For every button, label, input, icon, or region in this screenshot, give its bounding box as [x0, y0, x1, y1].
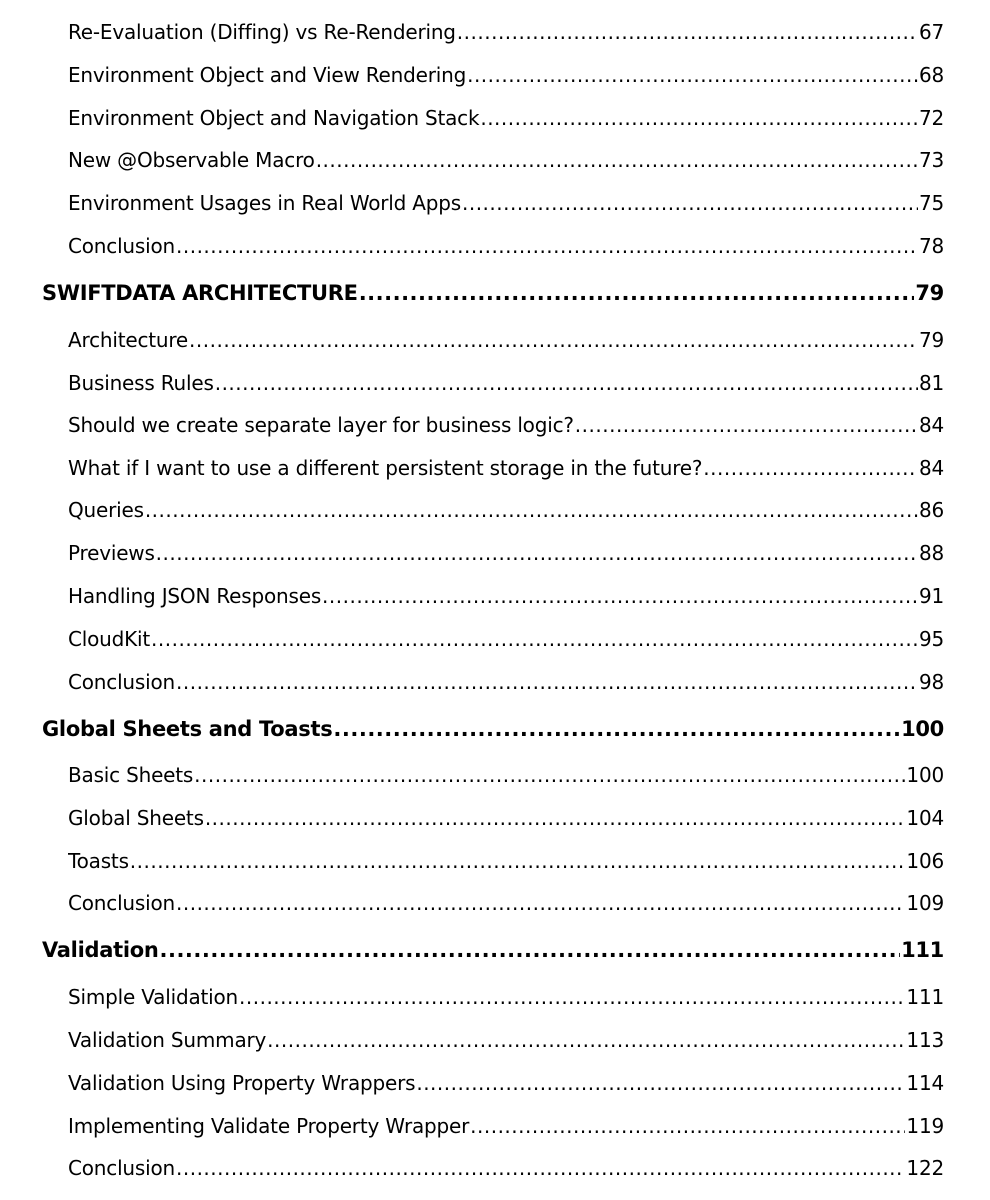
toc-section-entry[interactable]: [68, 891, 944, 915]
toc-page-number: 119: [906, 1114, 944, 1138]
toc-dot-leader: [359, 281, 915, 305]
toc-section-entry[interactable]: [68, 806, 944, 830]
toc-entry-title: Conclusion: [68, 234, 175, 258]
toc-dot-leader: [316, 148, 918, 172]
toc-section-entry[interactable]: [68, 849, 944, 873]
toc-entry-title: Environment Usages in Real World Apps: [68, 191, 461, 215]
toc-entry-title: Validation: [42, 938, 159, 962]
toc-section-entry[interactable]: [68, 1071, 944, 1095]
toc-dot-leader: [176, 891, 905, 915]
toc-page-number: 72: [918, 106, 944, 130]
toc-entry-title: Conclusion: [68, 1156, 175, 1180]
toc-page-number: 78: [918, 234, 944, 258]
toc-dot-leader: [267, 1028, 905, 1052]
toc-dot-leader: [156, 541, 918, 565]
toc-dot-leader: [462, 191, 918, 215]
toc-page-number: 113: [906, 1028, 944, 1052]
toc-entry-title: Environment Object and View Rendering: [68, 63, 467, 87]
toc-dot-leader: [130, 849, 906, 873]
toc-section-entry[interactable]: [68, 63, 944, 87]
toc-entry-title: Implementing Validate Property Wrapper: [68, 1114, 470, 1138]
toc-page-number: 67: [918, 20, 944, 44]
toc-dot-leader: [480, 106, 918, 130]
toc-section-entry[interactable]: [68, 1114, 944, 1138]
toc-section-entry[interactable]: [68, 371, 944, 395]
toc-page-number: 100: [901, 717, 944, 741]
toc-section-entry[interactable]: [68, 498, 944, 522]
toc-dot-leader: [151, 627, 918, 651]
toc-entry-title: Business Rules: [68, 371, 214, 395]
toc-dot-leader: [145, 498, 918, 522]
toc-section-entry[interactable]: [68, 191, 944, 215]
toc-dot-leader: [160, 938, 901, 962]
toc-section-entry[interactable]: [68, 413, 944, 437]
toc-dot-leader: [416, 1071, 905, 1095]
toc-dot-leader: [176, 670, 918, 694]
toc-dot-leader: [176, 1156, 905, 1180]
toc-dot-leader: [205, 806, 906, 830]
toc-chapter-entry[interactable]: [42, 717, 944, 741]
toc-dot-leader: [467, 63, 918, 87]
toc-dot-leader: [322, 584, 918, 608]
toc-entry-title: SWIFTDATA ARCHITECTURE: [42, 281, 358, 305]
toc-entry-title: Toasts: [68, 849, 129, 873]
toc-section-entry[interactable]: [68, 541, 944, 565]
toc-page-number: 111: [906, 985, 944, 1009]
toc-dot-leader: [215, 371, 918, 395]
toc-section-entry[interactable]: [68, 106, 944, 130]
toc-entry-title: Simple Validation: [68, 985, 239, 1009]
toc-page-number: 98: [918, 670, 944, 694]
toc-dot-leader: [239, 985, 905, 1009]
toc-section-entry[interactable]: [68, 1028, 944, 1052]
toc-page-number: 91: [918, 584, 944, 608]
toc-section-entry[interactable]: [68, 456, 944, 480]
toc-entry-title: Queries: [68, 498, 144, 522]
toc-chapter-entry[interactable]: [42, 281, 944, 305]
toc-dot-leader: [333, 717, 900, 741]
toc-entry-title: Global Sheets: [68, 806, 204, 830]
toc-entry-title: Conclusion: [68, 891, 175, 915]
toc-page-number: 100: [906, 763, 944, 787]
toc-entry-title: Handling JSON Responses: [68, 584, 322, 608]
toc-entry-title: Should we create separate layer for business logic?: [68, 413, 574, 437]
toc-page-number: 73: [918, 148, 944, 172]
toc-section-entry[interactable]: [68, 763, 944, 787]
toc-entry-title: Global Sheets and Toasts: [42, 717, 333, 741]
toc-entry-title: Environment Object and Navigation Stack: [68, 106, 480, 130]
toc-section-entry[interactable]: [68, 670, 944, 694]
toc-dot-leader: [575, 413, 918, 437]
toc-section-entry[interactable]: [68, 328, 944, 352]
toc-page-number: 109: [906, 891, 944, 915]
toc-section-entry[interactable]: [68, 20, 944, 44]
toc-dot-leader: [194, 763, 905, 787]
toc-page-number: 84: [918, 456, 944, 480]
toc-page-number: 79: [918, 328, 944, 352]
toc-section-entry[interactable]: [68, 985, 944, 1009]
toc-page-number: 111: [901, 938, 944, 962]
toc-dot-leader: [470, 1114, 905, 1138]
toc-section-entry[interactable]: [68, 148, 944, 172]
toc-page-number: 106: [906, 849, 944, 873]
toc-entry-title: Previews: [68, 541, 155, 565]
toc-page-number: 68: [918, 63, 944, 87]
toc-page-number: 122: [906, 1156, 944, 1180]
toc-entry-title: Architecture: [68, 328, 189, 352]
toc-page-number: 81: [918, 371, 944, 395]
toc-chapter-entry[interactable]: [42, 938, 944, 962]
toc-page-number: 79: [915, 281, 944, 305]
toc-entry-title: Validation Using Property Wrappers: [68, 1071, 416, 1095]
toc-section-entry[interactable]: [68, 1156, 944, 1180]
toc-section-entry[interactable]: [68, 234, 944, 258]
toc-page-number: 88: [918, 541, 944, 565]
toc-entry-title: Conclusion: [68, 670, 175, 694]
toc-entry-title: Re-Evaluation (Diffing) vs Re-Rendering: [68, 20, 456, 44]
toc-dot-leader: [457, 20, 918, 44]
toc-entry-title: What if I want to use a different persistent storage in the future?: [68, 456, 703, 480]
toc-page-number: 84: [918, 413, 944, 437]
toc-dot-leader: [176, 234, 918, 258]
toc-page-number: 86: [918, 498, 944, 522]
toc-page-number: 104: [906, 806, 944, 830]
toc-entry-title: Validation Summary: [68, 1028, 267, 1052]
toc-section-entry[interactable]: [68, 627, 944, 651]
toc-entry-title: CloudKit: [68, 627, 151, 651]
toc-page-number: 75: [918, 191, 944, 215]
toc-page-number: 95: [918, 627, 944, 651]
toc-entry-title: New @Observable Macro: [68, 148, 315, 172]
toc-dot-leader: [703, 456, 918, 480]
toc-entry-title: Basic Sheets: [68, 763, 194, 787]
toc-section-entry[interactable]: [68, 584, 944, 608]
toc-page-number: 114: [906, 1071, 944, 1095]
toc-dot-leader: [189, 328, 918, 352]
